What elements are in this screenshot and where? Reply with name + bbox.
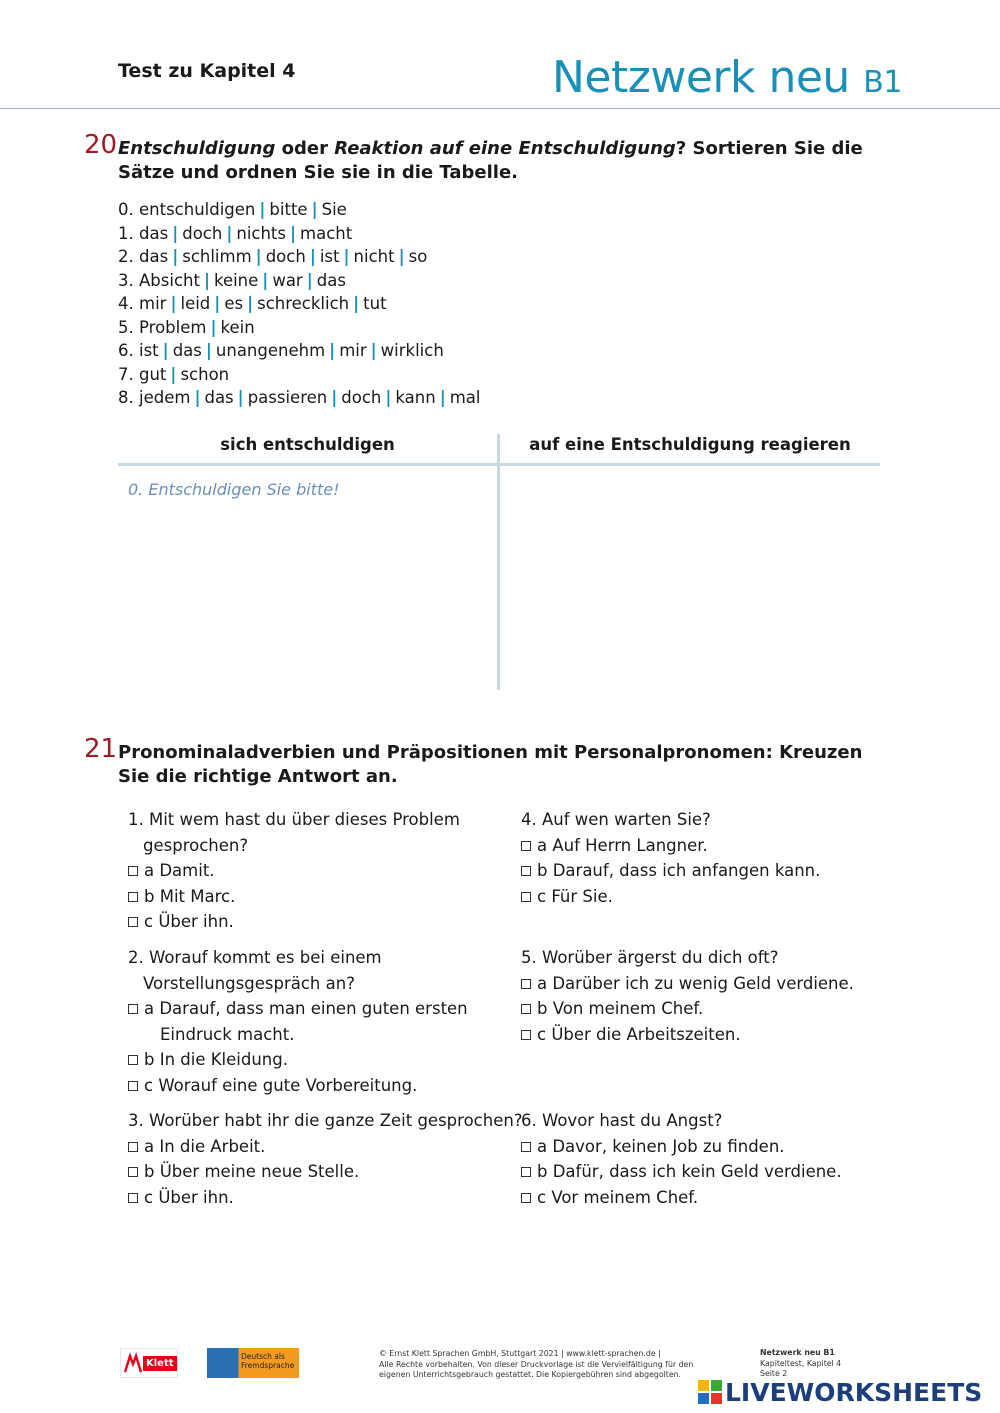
answer-option-label: b Dafür, dass ich kein Geld verdiene. (537, 1162, 842, 1181)
scrambled-word: doch (341, 388, 382, 407)
word-list-number: 3. (118, 270, 134, 290)
scrambled-word: ist (319, 247, 340, 266)
scrambled-word: doch (182, 223, 223, 243)
answer-option[interactable] (521, 1159, 901, 1185)
word-list-number: 1. (118, 223, 134, 243)
scrambled-word: Problem (139, 317, 207, 337)
question-text (521, 945, 901, 971)
question-6 (521, 1108, 901, 1210)
word-separator: | (385, 388, 392, 407)
word-list-number: 6. (118, 341, 134, 360)
answer-option-label: c Worauf eine gute Vorbereitung. (144, 1075, 418, 1095)
answer-option-label: Eindruck macht. (160, 1024, 295, 1044)
checkbox[interactable] (128, 1004, 138, 1014)
checkbox[interactable] (521, 841, 531, 851)
word-list-item (118, 222, 481, 246)
question-line: gesprochen? (143, 835, 249, 855)
exercise-title-21: Pronominaladverbien und Präpositionen mit Personalpronomen: Kreuzen Sie die richtige Antwort an. (118, 742, 863, 787)
exercise-number-21: 21 (84, 734, 118, 764)
scrambled-word: schon (180, 364, 230, 384)
daf-label: Deutsch als Fremdsprache (241, 1352, 295, 1370)
scrambled-word: keine (213, 270, 259, 290)
scrambled-word: passieren (247, 388, 328, 407)
scrambled-word: gut (139, 364, 167, 384)
word-list-number: 4. (118, 294, 134, 313)
answer-option-label: b Mit Marc. (144, 886, 236, 906)
copyright-line: © Ernst Klett Sprachen GmbH, Stuttgart 2021 | www.klett-sprachen.de | (379, 1349, 661, 1358)
word-separator: | (203, 270, 210, 290)
answer-option[interactable] (521, 1022, 901, 1048)
scrambled-word: nichts (236, 223, 286, 243)
word-list-item (118, 339, 481, 363)
word-separator: | (398, 247, 405, 266)
question-text (521, 1108, 901, 1134)
word-separator: | (343, 247, 350, 266)
table-column-divider (497, 434, 500, 690)
word-separator: | (353, 294, 360, 313)
word-list-number: 2. (118, 247, 134, 266)
title-part-4: ? Sortieren Sie die Sätze und ordnen Sie sie in die Tabelle. (118, 138, 863, 183)
word-separator: | (170, 294, 177, 313)
checkbox[interactable] (128, 892, 138, 902)
word-list-item (118, 245, 481, 269)
question-3 (128, 1108, 523, 1210)
question-5 (521, 945, 901, 1047)
answer-option[interactable] (521, 1134, 901, 1160)
word-separator: | (331, 388, 338, 407)
klett-mark-icon (123, 1352, 143, 1374)
question-text (128, 807, 508, 858)
scrambled-word: wirklich (380, 341, 444, 360)
word-list-item (118, 292, 481, 316)
scrambled-word: Absicht (139, 270, 200, 290)
scrambled-word: mir (339, 341, 367, 360)
scrambled-word: das (172, 341, 202, 360)
answer-option[interactable] (521, 971, 901, 997)
word-separator: | (172, 223, 179, 243)
scrambled-word: so (408, 247, 428, 266)
checkbox[interactable] (128, 1142, 138, 1152)
word-list-number: 0. (118, 200, 134, 219)
word-list-number: 5. (118, 317, 134, 337)
exercise-title-20 (118, 137, 878, 185)
brand-name: Netzwerk neu (552, 52, 850, 103)
checkbox[interactable] (521, 866, 531, 876)
table-example-entry: 0. Entschuldigen Sie bitte! (128, 480, 340, 499)
scrambled-word: mir (139, 294, 167, 313)
word-separator: | (311, 200, 318, 219)
table-header-divider (118, 463, 880, 466)
checkbox[interactable] (521, 1142, 531, 1152)
checkbox[interactable] (128, 866, 138, 876)
answer-option[interactable] (128, 1047, 508, 1073)
answer-option-label: a Darauf, dass man einen guten ersten (144, 999, 468, 1018)
scrambled-word: kein (220, 317, 255, 337)
scrambled-word: Sie (321, 200, 347, 219)
checkbox[interactable] (128, 917, 138, 927)
answer-option[interactable] (128, 1159, 508, 1185)
word-list-number: 8. (118, 388, 134, 407)
question-line: 1. Mit wem hast du über dieses Problem (128, 810, 460, 829)
word-separator: | (290, 223, 297, 243)
word-separator: | (172, 247, 179, 266)
answer-option[interactable] (128, 858, 508, 884)
question-text (521, 807, 901, 833)
scrambled-word: bitte (269, 200, 308, 219)
word-separator: | (259, 200, 266, 219)
question-line: 4. Auf wen warten Sie? (521, 810, 711, 829)
title-part-1: Entschuldigung (118, 138, 276, 159)
checkbox[interactable] (521, 979, 531, 989)
answer-option[interactable] (128, 1134, 508, 1160)
brand-level: B1 (863, 65, 902, 100)
scrambled-word: mal (449, 388, 481, 407)
answer-option-label: a Davor, keinen Job zu finden. (537, 1136, 785, 1156)
footer-copyright (379, 1349, 719, 1381)
word-separator: | (255, 247, 262, 266)
checkbox[interactable] (521, 1004, 531, 1014)
klett-label: Klett (143, 1356, 177, 1371)
answer-option[interactable] (128, 884, 508, 910)
answer-option-label: c Für Sie. (537, 886, 613, 906)
question-text (128, 945, 508, 996)
word-separator: | (210, 317, 217, 337)
scrambled-word: leid (180, 294, 211, 313)
word-list-item (118, 269, 481, 293)
word-separator: | (370, 341, 377, 360)
answer-option-label: c Über die Arbeitszeiten. (537, 1024, 741, 1044)
answer-option-label: c Über ihn. (144, 1187, 234, 1207)
answer-option-label: a Darüber ich zu wenig Geld verdiene. (537, 973, 854, 993)
answer-option[interactable] (521, 833, 901, 859)
answer-option[interactable] (128, 1185, 508, 1211)
word-scramble-list (118, 198, 481, 410)
header-divider (0, 108, 1000, 109)
answer-option[interactable] (521, 858, 901, 884)
answer-option-label: a In die Arbeit. (144, 1136, 266, 1156)
title-part-3: Reaktion auf eine Entschuldigung (334, 138, 676, 159)
checkbox[interactable] (128, 1193, 138, 1203)
word-separator: | (439, 388, 446, 407)
checkbox[interactable] (128, 1055, 138, 1065)
scrambled-word: es (224, 294, 244, 313)
table-header-react: auf eine Entschuldigung reagieren (529, 435, 851, 454)
scrambled-word: schlimm (182, 247, 252, 266)
scrambled-word: entschuldigen (139, 200, 256, 219)
title-part-2: oder (275, 138, 335, 159)
footer-meta (760, 1348, 841, 1380)
word-separator: | (162, 341, 169, 360)
answer-option[interactable] (521, 996, 901, 1022)
klett-logo (120, 1348, 178, 1378)
scrambled-word: das (204, 388, 234, 407)
answer-option-label: c Über ihn. (144, 912, 234, 931)
scrambled-word: macht (300, 223, 353, 243)
word-separator: | (214, 294, 221, 313)
question-text (128, 1108, 523, 1134)
question-line: 2. Worauf kommt es bei einem (128, 948, 382, 967)
page-header-title: Test zu Kapitel 4 (118, 60, 296, 82)
copyright-line: eigenen Unterrichtsgebrauch gestattet. Die Kopiergebühren sind abgegolten. (379, 1370, 682, 1379)
question-line: 3. Worüber habt ihr die ganze Zeit gesprochen? (128, 1111, 523, 1130)
exercise-number-20: 20 (84, 130, 118, 160)
daf-logo (207, 1348, 299, 1378)
answer-option-label: c Vor meinem Chef. (537, 1187, 699, 1207)
footer-meta-line: Seite 2 (760, 1369, 788, 1378)
word-separator: | (309, 247, 316, 266)
word-list-item (118, 198, 481, 222)
brand-title (552, 52, 902, 103)
scrambled-word: das (316, 270, 346, 290)
answer-option-label: a Auf Herrn Langner. (537, 835, 708, 855)
question-line: 5. Worüber ärgerst du dich oft? (521, 948, 779, 967)
liveworksheets-text: LIVEWORKSHEETS (725, 1378, 983, 1407)
table-header-apologize: sich entschuldigen (220, 435, 395, 454)
word-separator: | (262, 270, 269, 290)
word-separator: | (306, 270, 313, 290)
scrambled-word: schrecklich (257, 294, 350, 313)
word-separator: | (247, 294, 254, 313)
word-list-item (118, 316, 481, 340)
question-line: 6. Wovor hast du Angst? (521, 1111, 723, 1130)
checkbox[interactable] (521, 892, 531, 902)
question-1 (128, 807, 508, 935)
word-separator: | (194, 388, 201, 407)
question-4 (521, 807, 901, 909)
scrambled-word: tut (363, 294, 387, 313)
scrambled-word: doch (265, 247, 306, 266)
word-separator: | (237, 388, 244, 407)
answer-option[interactable] (521, 884, 901, 910)
answer-option[interactable] (128, 996, 508, 1047)
answer-option[interactable] (521, 1185, 901, 1211)
word-list-item (118, 386, 481, 410)
checkbox[interactable] (128, 1167, 138, 1177)
scrambled-word: unangenehm (215, 341, 326, 360)
answer-option[interactable] (128, 1073, 508, 1099)
word-list-item (118, 363, 481, 387)
word-list-number: 7. (118, 364, 134, 384)
copyright-line: Alle Rechte vorbehalten. Von dieser Druckvorlage ist die Vervielfältigung für den (379, 1359, 694, 1369)
footer-meta-title: Netzwerk neu B1 (760, 1348, 835, 1357)
question-line: Vorstellungsgespräch an? (143, 973, 355, 993)
scrambled-word: ist (139, 341, 159, 360)
answer-option-label: b Darauf, dass ich anfangen kann. (537, 861, 821, 880)
word-separator: | (170, 364, 177, 384)
scrambled-word: nicht (353, 247, 395, 266)
answer-option-label: b Über meine neue Stelle. (144, 1162, 360, 1181)
scrambled-word: war (272, 270, 303, 290)
checkbox[interactable] (128, 1081, 138, 1091)
word-separator: | (205, 341, 212, 360)
scrambled-word: kann (395, 388, 436, 407)
question-2 (128, 945, 508, 1098)
word-separator: | (329, 341, 336, 360)
liveworksheets-icon (698, 1380, 722, 1404)
checkbox[interactable] (521, 1193, 531, 1203)
answer-option-label: b Von meinem Chef. (537, 999, 704, 1018)
footer-meta-line: Kapiteltest, Kapitel 4 (760, 1358, 842, 1368)
answer-option-label: a Damit. (144, 861, 215, 880)
scrambled-word: jedem (139, 388, 191, 407)
checkbox[interactable] (521, 1167, 531, 1177)
checkbox[interactable] (521, 1030, 531, 1040)
answer-option[interactable] (128, 909, 508, 935)
answer-option-label: b In die Kleidung. (144, 1050, 288, 1069)
word-separator: | (226, 223, 233, 243)
scrambled-word: das (139, 247, 169, 266)
scrambled-word: das (139, 223, 169, 243)
